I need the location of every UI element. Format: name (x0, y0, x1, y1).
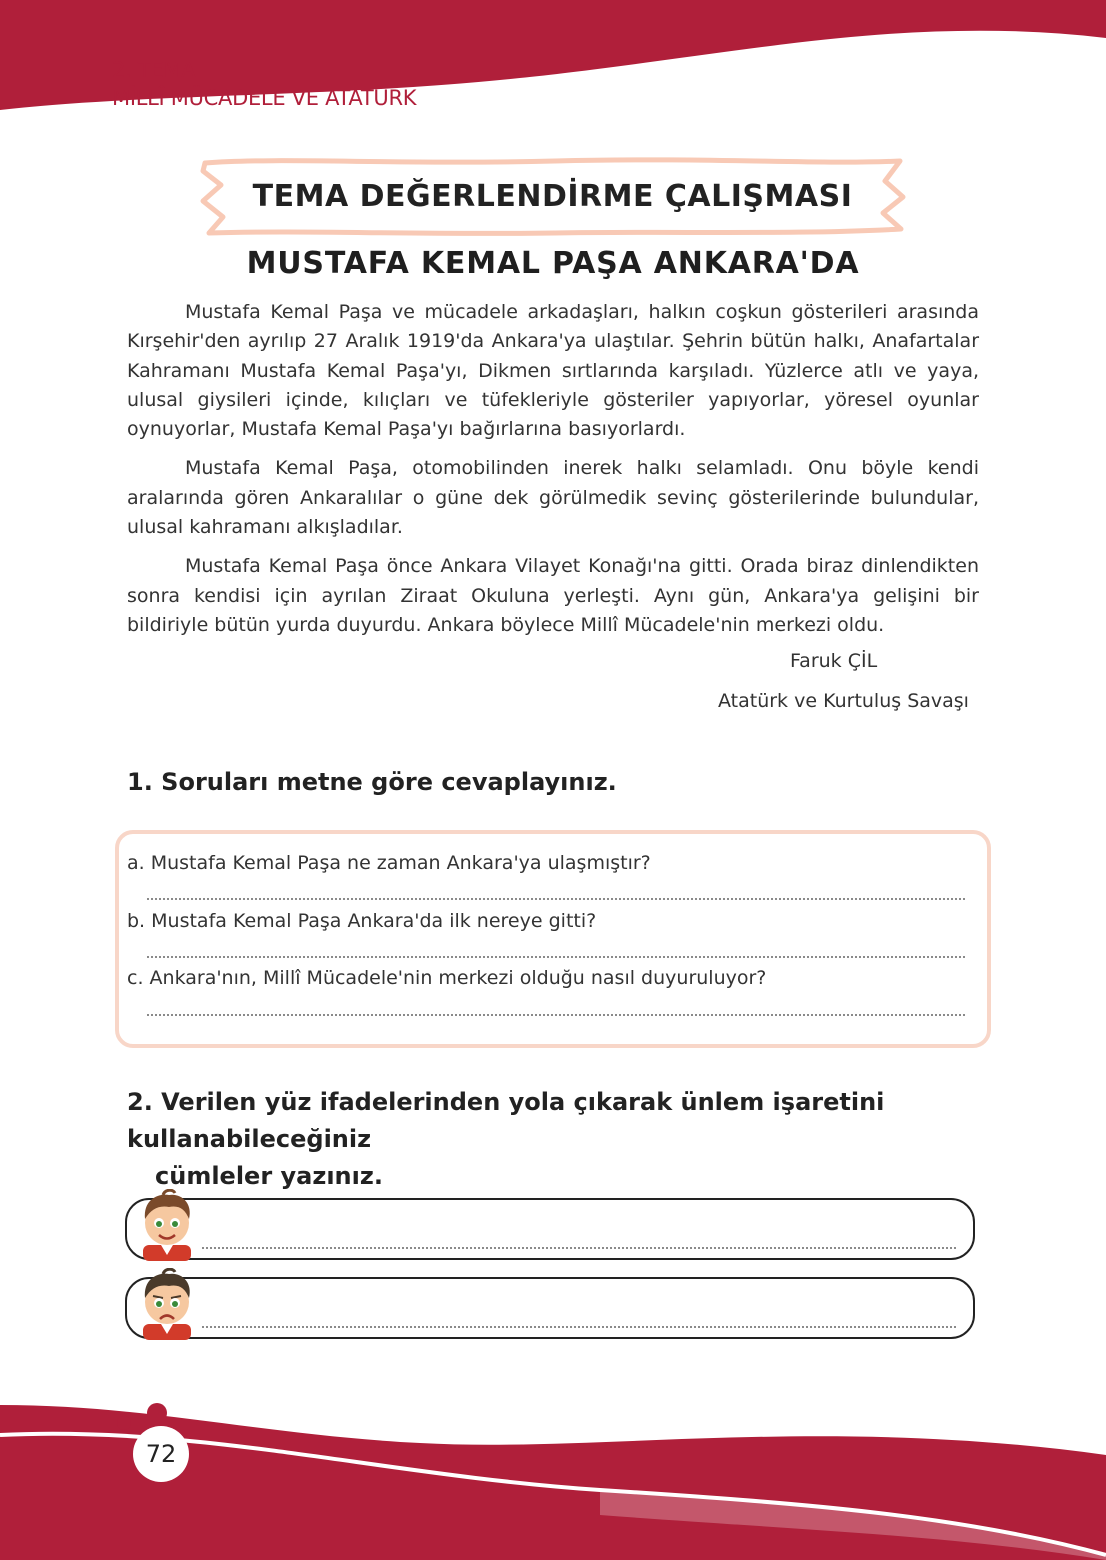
question-1c: c. Ankara'nın, Millî Mücadele'nin merkezi olduğu nasıl duyuruluyor? (127, 967, 767, 989)
question-1b: b. Mustafa Kemal Paşa Ankara'da ilk nereye gitti? (127, 910, 597, 932)
story-paragraph: Mustafa Kemal Paşa, otomobilinden inerek halkı selamladı. Onu böyle kendi aralarında gören Ankaralılar o güne dek görülmedik sevinç gösterilerinde bulundular, ulusal kahramanı alkışladılar. (127, 457, 979, 539)
question-2-line1: 2. Verilen yüz ifadelerinden yola çıkarak ünlem işaretini kullanabileceğiniz (127, 1088, 885, 1153)
theme-name: MİLLÎ MÜCADELE VE ATATÜRK (112, 86, 417, 110)
answer-box-happy[interactable] (125, 1198, 975, 1260)
answer-line-b[interactable] (147, 956, 965, 958)
theme-number: 2. TEMA (112, 58, 196, 82)
answer-line-a[interactable] (147, 898, 965, 900)
question-1-heading: 1. Soruları metne göre cevaplayınız. (127, 768, 617, 796)
story-author: Faruk ÇİL (790, 650, 878, 672)
question-2-heading (127, 1084, 977, 1195)
story-paragraph: Mustafa Kemal Paşa önce Ankara Vilayet Konağı'na gitti. Orada biraz dinlendikten sonra kendisi için ayrılan Ziraat Okuluna yerleşti. Aynı gün, Ankara'ya gelişini bir bildiriyle bütün yurda duyurdu. Ankara böylece Millî Mücadele'nin merkezi oldu. (127, 555, 979, 636)
question-2-line2: cümleler yazınız. (155, 1162, 383, 1190)
story-body (127, 298, 979, 650)
answer-line-happy[interactable] (202, 1247, 956, 1249)
story-paragraph: Mustafa Kemal Paşa ve mücadele arkadaşları, halkın coşkun gösterileri arasında Kırşehir'den ayrılıp 27 Aralık 1919'da Ankara'ya ulaştılar. Şehrin bütün halkı, Anafartalar Kahramanı Mustafa Kemal Paşa'yı, Dikmen sırtlarında karşıladı. Yüzlerce atlı ve yaya, ulusal giysileri içinde, kılıçları ve tüfekleriyle gösteriler yapıyorlar, yöresel oyunlar oynuyorlar, Mustafa Kemal Paşa'yı bağırlarına basıyorlardı. (127, 301, 979, 441)
story-source: Atatürk ve Kurtuluş Savaşı (718, 690, 969, 712)
page-number: 72 (133, 1426, 189, 1482)
question-1a: a. Mustafa Kemal Paşa ne zaman Ankara'ya ulaşmıştır? (127, 852, 651, 874)
theme-label (112, 56, 416, 112)
answer-line-sad[interactable] (202, 1326, 956, 1328)
story-title: MUSTAFA KEMAL PAŞA ANKARA'DA (246, 246, 860, 281)
sad-face-icon (135, 1268, 199, 1340)
banner-title: TEMA DEĞERLENDİRME ÇALIŞMASI (252, 178, 853, 214)
answer-box-sad[interactable] (125, 1277, 975, 1339)
answer-line-c[interactable] (147, 1014, 965, 1016)
happy-face-icon (135, 1189, 199, 1261)
